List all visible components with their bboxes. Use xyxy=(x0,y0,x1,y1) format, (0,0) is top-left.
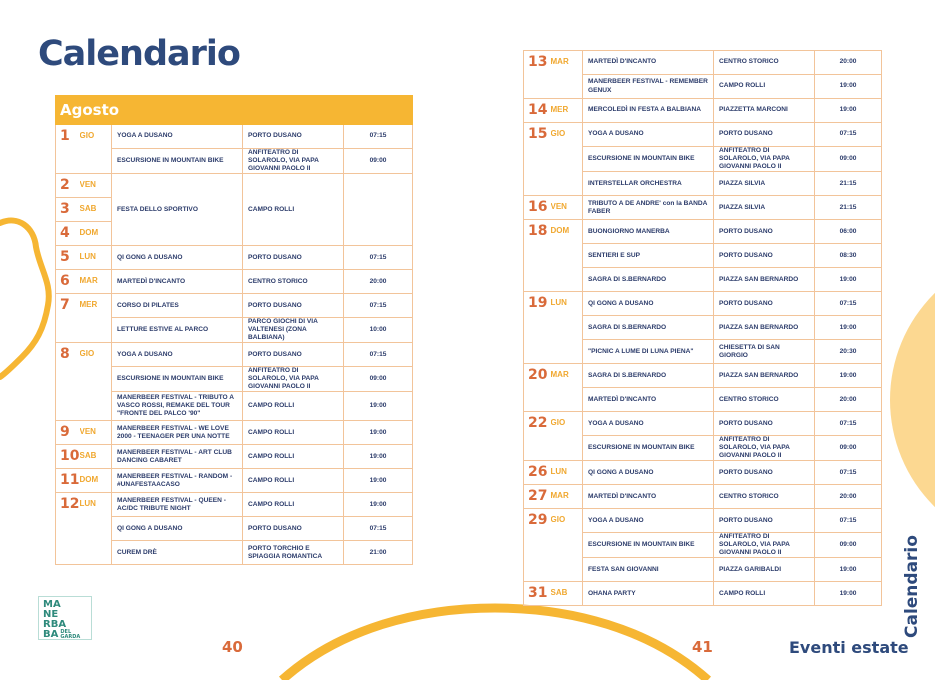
decorative-arc-left xyxy=(0,205,60,385)
event-name: YOGA A DUSANO xyxy=(583,412,714,436)
event-location: ANFITEATRO DI SOLAROLO, VIA PAPA GIOVANNI PAOLO II xyxy=(714,436,815,461)
day-name: DOM xyxy=(80,469,112,493)
event-time: 19:00 xyxy=(815,364,882,388)
day-number: 26 xyxy=(524,461,551,485)
day-number: 6 xyxy=(56,270,80,294)
event-location: ANFITEATRO DI SOLAROLO, VIA PAPA GIOVANNI PAOLO II xyxy=(714,147,815,172)
event-time: 20:30 xyxy=(815,340,882,364)
event-name: INTERSTELLAR ORCHESTRA xyxy=(583,172,714,196)
event-location: PORTO DUSANO xyxy=(714,123,815,147)
event-location: ANFITEATRO DI SOLAROLO, VIA PAPA GIOVANNI PAOLO II xyxy=(714,533,815,558)
event-time: 07:15 xyxy=(344,246,413,270)
event-location: CAMPO ROLLI xyxy=(714,582,815,606)
event-name: MARTEDÌ D'INCANTO xyxy=(583,51,714,75)
day-number: 2 xyxy=(56,174,80,198)
event-name: QI GONG A DUSANO xyxy=(112,517,243,541)
event-location: CAMPO ROLLI xyxy=(243,469,344,493)
event-location: PORTO TORCHIO E SPIAGGIA ROMANTICA xyxy=(243,541,344,565)
event-time: 07:15 xyxy=(815,412,882,436)
event-row xyxy=(56,125,413,149)
page-number-left: 40 xyxy=(222,638,243,656)
event-time: 20:00 xyxy=(815,485,882,509)
day-name: VEN xyxy=(80,421,112,445)
event-location: PARCO GIOCHI DI VIA VALTENESI (ZONA BALBIANA) xyxy=(243,318,344,343)
day-number: 27 xyxy=(524,485,551,509)
event-row xyxy=(524,292,882,316)
event-name: ESCURSIONE IN MOUNTAIN BIKE xyxy=(112,367,243,392)
page-title: Calendario xyxy=(38,34,240,74)
event-location: PIAZZA SAN BERNARDO xyxy=(714,364,815,388)
day-number: 20 xyxy=(524,364,551,412)
day-number: 22 xyxy=(524,412,551,461)
day-name: SAB xyxy=(551,582,583,606)
decorative-circle-right xyxy=(890,230,935,570)
day-number: 31 xyxy=(524,582,551,606)
event-location: CAMPO ROLLI xyxy=(714,75,815,99)
event-row xyxy=(524,220,882,244)
logo-sub-1: DEL xyxy=(60,629,72,635)
event-row xyxy=(524,123,882,147)
event-name: CORSO DI PILATES xyxy=(112,294,243,318)
event-time: 19:00 xyxy=(815,558,882,582)
event-row xyxy=(524,461,882,485)
day-name: MAR xyxy=(80,270,112,294)
event-time: 21:15 xyxy=(815,172,882,196)
logo-line-3: RBA xyxy=(43,619,67,630)
event-location: PORTO DUSANO xyxy=(714,220,815,244)
event-name: OHANA PARTY xyxy=(583,582,714,606)
logo-line-4: BA xyxy=(43,629,59,640)
event-name: MANERBEER FESTIVAL - TRIBUTO A VASCO ROSSI, REMAKE DEL TOUR "FRONTE DEL PALCO '90" xyxy=(112,392,243,421)
event-location: CENTRO STORICO xyxy=(714,51,815,75)
footer-label: Eventi estate xyxy=(789,638,909,657)
event-time: 20:00 xyxy=(344,270,413,294)
calendar-table-right xyxy=(523,50,882,606)
event-time: 07:15 xyxy=(815,123,882,147)
event-row xyxy=(56,174,413,198)
day-number: 4 xyxy=(56,222,80,246)
event-location: CAMPO ROLLI xyxy=(243,392,344,421)
event-time xyxy=(344,174,413,246)
event-name: BUONGIORNO MANERBA xyxy=(583,220,714,244)
logo-sub-2: GARDA xyxy=(60,634,81,640)
event-name: MANERBEER FESTIVAL - WE LOVE 2000 - TEENAGER PER UNA NOTTE xyxy=(112,421,243,445)
event-name: QI GONG A DUSANO xyxy=(112,246,243,270)
event-row xyxy=(524,99,882,123)
event-location: CHIESETTA DI SAN GIORGIO xyxy=(714,340,815,364)
day-name: GIO xyxy=(551,412,583,461)
event-location: CAMPO ROLLI xyxy=(243,174,344,246)
event-time: 07:15 xyxy=(344,125,413,149)
event-time: 07:15 xyxy=(344,343,413,367)
event-time: 19:00 xyxy=(344,421,413,445)
event-time: 09:00 xyxy=(344,367,413,392)
event-time: 21:00 xyxy=(344,541,413,565)
event-row xyxy=(524,196,882,220)
day-name: MER xyxy=(80,294,112,343)
vertical-title: Calendario xyxy=(902,535,922,638)
event-location: PORTO DUSANO xyxy=(243,246,344,270)
event-location: PIAZZA GARIBALDI xyxy=(714,558,815,582)
day-name: LUN xyxy=(80,493,112,565)
event-name: MANERBEER FESTIVAL - QUEEN - AC/DC TRIBUTE NIGHT xyxy=(112,493,243,517)
event-location: CENTRO STORICO xyxy=(714,485,815,509)
day-number: 1 xyxy=(56,125,80,174)
event-name: YOGA A DUSANO xyxy=(112,343,243,367)
event-time: 07:15 xyxy=(344,517,413,541)
calendar-table-left xyxy=(55,95,413,565)
event-time: 07:15 xyxy=(344,294,413,318)
event-location: PIAZZA SILVIA xyxy=(714,172,815,196)
event-name: FESTA DELLO SPORTIVO xyxy=(112,174,243,246)
event-name: MERCOLEDÌ IN FESTA A BALBIANA xyxy=(583,99,714,123)
event-name: SAGRA DI S.BERNARDO xyxy=(583,364,714,388)
event-row xyxy=(524,582,882,606)
event-time: 10:00 xyxy=(344,318,413,343)
page-number-right: 41 xyxy=(692,638,713,656)
event-name: "PICNIC A LUME DI LUNA PIENA" xyxy=(583,340,714,364)
day-name: GIO xyxy=(551,123,583,196)
day-name: GIO xyxy=(551,509,583,582)
event-time: 19:00 xyxy=(815,75,882,99)
event-location: PIAZZETTA MARCONI xyxy=(714,99,815,123)
event-time: 19:00 xyxy=(815,268,882,292)
event-name: MARTEDÌ D'INCANTO xyxy=(583,485,714,509)
event-time: 19:00 xyxy=(815,316,882,340)
event-name: SAGRA DI S.BERNARDO xyxy=(583,268,714,292)
event-row xyxy=(56,270,413,294)
event-location: PORTO DUSANO xyxy=(714,244,815,268)
event-time: 19:00 xyxy=(344,493,413,517)
event-location: PIAZZA SAN BERNARDO xyxy=(714,268,815,292)
event-time: 09:00 xyxy=(344,149,413,174)
event-name: QI GONG A DUSANO xyxy=(583,461,714,485)
day-number: 7 xyxy=(56,294,80,343)
event-location: PORTO DUSANO xyxy=(714,412,815,436)
day-name: VEN xyxy=(551,196,583,220)
event-location: CAMPO ROLLI xyxy=(243,445,344,469)
event-row xyxy=(56,246,413,270)
event-row xyxy=(56,421,413,445)
day-name: DOM xyxy=(80,222,112,246)
day-name: VEN xyxy=(80,174,112,198)
day-number: 10 xyxy=(56,445,80,469)
event-name: YOGA A DUSANO xyxy=(583,509,714,533)
event-row xyxy=(524,485,882,509)
event-location: PORTO DUSANO xyxy=(714,461,815,485)
event-time: 19:00 xyxy=(344,469,413,493)
day-name: MAR xyxy=(551,51,583,99)
event-location: PIAZZA SILVIA xyxy=(714,196,815,220)
day-name: MAR xyxy=(551,364,583,412)
day-number: 13 xyxy=(524,51,551,99)
event-location: PORTO DUSANO xyxy=(243,343,344,367)
day-number: 14 xyxy=(524,99,551,123)
event-time: 19:00 xyxy=(344,445,413,469)
event-row xyxy=(56,445,413,469)
event-name: MANERBEER FESTIVAL - RANDOM - #UNAFESTAACASO xyxy=(112,469,243,493)
event-name: MANERBEER FESTIVAL - REMEMBER GENUX xyxy=(583,75,714,99)
event-name: SAGRA DI S.BERNARDO xyxy=(583,316,714,340)
day-name: MER xyxy=(551,99,583,123)
event-time: 06:00 xyxy=(815,220,882,244)
manerba-logo xyxy=(38,596,92,640)
day-number: 5 xyxy=(56,246,80,270)
event-row xyxy=(524,412,882,436)
event-name: YOGA A DUSANO xyxy=(583,123,714,147)
event-location: ANFITEATRO DI SOLAROLO, VIA PAPA GIOVANNI PAOLO II xyxy=(243,367,344,392)
event-row xyxy=(524,509,882,533)
event-name: ESCURSIONE IN MOUNTAIN BIKE xyxy=(112,149,243,174)
event-row xyxy=(56,294,413,318)
decorative-arc-bottom xyxy=(270,600,720,680)
day-number: 12 xyxy=(56,493,80,565)
day-name: SAB xyxy=(80,198,112,222)
event-time: 07:15 xyxy=(815,509,882,533)
event-location: PORTO DUSANO xyxy=(243,517,344,541)
event-name: ESCURSIONE IN MOUNTAIN BIKE xyxy=(583,147,714,172)
event-name: MARTEDÌ D'INCANTO xyxy=(112,270,243,294)
event-location: ANFITEATRO DI SOLAROLO, VIA PAPA GIOVANNI PAOLO II xyxy=(243,149,344,174)
event-name: CUREM DRÈ xyxy=(112,541,243,565)
event-name: ESCURSIONE IN MOUNTAIN BIKE xyxy=(583,533,714,558)
event-time: 20:00 xyxy=(815,388,882,412)
event-time: 19:00 xyxy=(815,582,882,606)
event-location: CAMPO ROLLI xyxy=(243,493,344,517)
day-number: 18 xyxy=(524,220,551,292)
event-location: CENTRO STORICO xyxy=(243,270,344,294)
event-row xyxy=(524,51,882,75)
event-row xyxy=(524,364,882,388)
event-row xyxy=(56,493,413,517)
day-number: 8 xyxy=(56,343,80,421)
event-location: PIAZZA SAN BERNARDO xyxy=(714,316,815,340)
day-number: 15 xyxy=(524,123,551,196)
event-location: CAMPO ROLLI xyxy=(243,421,344,445)
day-name: MAR xyxy=(551,485,583,509)
event-location: CENTRO STORICO xyxy=(714,388,815,412)
event-time: 21:15 xyxy=(815,196,882,220)
event-time: 09:00 xyxy=(815,533,882,558)
event-time: 20:00 xyxy=(815,51,882,75)
event-name: ESCURSIONE IN MOUNTAIN BIKE xyxy=(583,436,714,461)
event-location: PORTO DUSANO xyxy=(714,509,815,533)
event-name: MARTEDÌ D'INCANTO xyxy=(583,388,714,412)
event-name: MANERBEER FESTIVAL - ART CLUB DANCING CABARET xyxy=(112,445,243,469)
event-location: PORTO DUSANO xyxy=(714,292,815,316)
event-row xyxy=(56,469,413,493)
day-name: DOM xyxy=(551,220,583,292)
day-number: 19 xyxy=(524,292,551,364)
logo-line-1: MA xyxy=(43,599,61,610)
event-name: FESTA SAN GIOVANNI xyxy=(583,558,714,582)
event-name: LETTURE ESTIVE AL PARCO xyxy=(112,318,243,343)
event-name: YOGA A DUSANO xyxy=(112,125,243,149)
month-header: Agosto xyxy=(56,96,413,125)
event-location: PORTO DUSANO xyxy=(243,125,344,149)
day-name: LUN xyxy=(80,246,112,270)
event-time: 19:00 xyxy=(815,99,882,123)
event-row xyxy=(56,343,413,367)
day-number: 16 xyxy=(524,196,551,220)
day-number: 3 xyxy=(56,198,80,222)
event-name: QI GONG A DUSANO xyxy=(583,292,714,316)
event-time: 19:00 xyxy=(344,392,413,421)
day-name: SAB xyxy=(80,445,112,469)
event-time: 07:15 xyxy=(815,292,882,316)
day-name: LUN xyxy=(551,292,583,364)
event-name: TRIBUTO A DE ANDRE' con la BANDA FABER xyxy=(583,196,714,220)
day-name: GIO xyxy=(80,343,112,421)
day-number: 11 xyxy=(56,469,80,493)
event-time: 07:15 xyxy=(815,461,882,485)
day-number: 29 xyxy=(524,509,551,582)
day-name: GIO xyxy=(80,125,112,174)
day-name: LUN xyxy=(551,461,583,485)
event-time: 09:00 xyxy=(815,147,882,172)
logo-line-2: NE xyxy=(43,609,59,620)
event-location: PORTO DUSANO xyxy=(243,294,344,318)
event-name: SENTIERI E SUP xyxy=(583,244,714,268)
event-time: 09:00 xyxy=(815,436,882,461)
event-time: 08:30 xyxy=(815,244,882,268)
day-number: 9 xyxy=(56,421,80,445)
